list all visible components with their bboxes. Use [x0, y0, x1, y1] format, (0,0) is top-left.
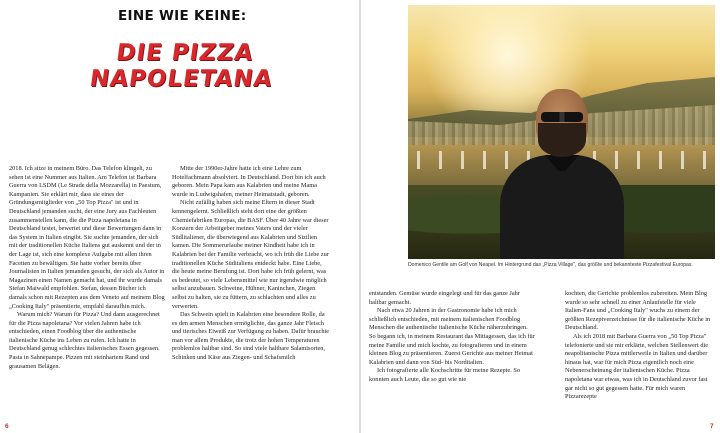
right-page: [361, 0, 720, 433]
paragraph: Nicht zufällig haben sich meine Eltern in dieser Stadt kennengelernt. Schließlich steht dort eine der größten Chemiefabriken Europas, die BASF. Über 40 Jahre war dieser Konzern der Arbeitgeber meines Vaters und der vieler Südlitaliener, die überwiegend aus Kalabrien und Sizilien kamen. Die Sommerurlaube meiner Kindheit habe ich in Kalabrien bei der Familie verbracht, wo ich früh die Liebe zur traditionellen Küche Süditaliens entdeckt habe. Eine Liebe, die heute meine Berufung ist. Dort habe ich früh gelernt, was es bedeutet, so viele Lebensmittel wie nur irgendwie möglich selbst anzubauen. Schweine, Hühner, Kaninchen, Ziegen selbst zu halten, sie zu füttern, zu schlachten und alles zu verwerten.: [172, 199, 329, 310]
chapter-title-line-2: NAPOLETANA: [88, 66, 275, 92]
chapter-title: [79, 40, 286, 92]
left-column-1: [9, 165, 165, 371]
page-number-right: 7: [710, 423, 714, 430]
photo-caption: Domenico Gentile am Golf von Neapel. Im Hintergrund das „Pizza Village", das größte und bekannteste Pizzafestival Europas.: [408, 262, 693, 268]
page-number-left: 6: [5, 423, 9, 430]
paragraph: Das Schwein spielt in Kalabrien eine besondere Rolle, da es den armen Menschen ermöglichte, das ganze Jahr Fleisch und tierisches Eiweiß zur Verfügung zu haben. Dafür brauchte man vor allem Produkte, die trotz der hohen Temperaturen problemlos haltbar sind. So sind viele haltbare Salamisorten, Schinken und Käse aus Ziegen- und Schafsmilch: [172, 311, 330, 362]
paragraph: entstanden. Gemüse wurde eingelegt und für das ganze Jahr haltbar gemacht.: [369, 290, 520, 306]
person-beard: [538, 123, 586, 157]
left-column-2: [172, 165, 330, 363]
paragraph: 2018. Ich sitze in meinem Büro. Das Telefon klingelt, zu sehen ist eine Nummer aus Italien. Am Telefon ist Barbara Guerra von LSDM (Le Strade della Mozzarella) in Paestum, Kampanien. Sie erklärt mir, dass sie eines der Gründungsmitglieder von „50 Top Pizza" ist und in Deutschland jemanden sucht, der eine Jury aus Fachleuten zusammenstellen kann, die die Pizza napoletana in Deutschland testet, bewertet und diese Bewertungen dann in das System in Italien eingibt. Sie suchte jemanden, der sich mit der traditionellen Küche Italiens gut auskennt und der in der Lage ist, sich eine komplexe Aufgabe mit allen ihren Facetten zu bewältigen. Sie hatte vorher bereits über Journalisten in Italien jemanden gesucht, der sich als Autor in Magazinen einen Namen gemacht hat, und ihr wurde damals Stefan Maiwald empfohlen. Stefan, dessen Bücher ich damals schon mit Rezepten aus dem Veneto auf meinem Blog „Cooking Italy" präsentierte, empfahl daraufhin mich.: [9, 165, 165, 310]
left-page: [0, 0, 359, 433]
sunglasses: [541, 112, 583, 122]
paragraph: kochten, die Gerichte problemlos zubereiten. Mein Blog wurde so sehr schnell zu einer Anlaufstelle für viele Italien-Fans und „Cooking Italy" wuchs zu einem der größten Rezeptverzeichnisse für die italienische Küche in Deutschland.: [565, 290, 711, 332]
paragraph: Als ich 2018 mit Barbara Guerra von „50 Top Pizza" telefonierte und sie mir erklärte, welchen Stellenwert die neapolitanische Pizza mittlerweile in Italien und darüber hinaus hat, war für mich Pizza eigentlich noch eine Nebenerscheinung der italienischen Küche. Pizza napoletana war etwas, was ich in Deutschland zuvor fast gar nicht so gut gegessen hatte. Für mich waren Pizzarezepte: [565, 332, 709, 401]
paragraph: Nach etwa 20 Jahren in der Gastronomie habe ich mich schließlich entschieden, mit meinem italienischen Foodblog Menschen die authentische italienische Küche näherzubringen. So begann ich, in meinem Restaurant das Mittagessen, das ich für meine Familie und mich kochte, zu fotografieren und in einem kleinen Blog zu präsentieren. Zuerst Gerichte aus meiner Heimat Kalabrien und dann von Süd- bis Norditalien.: [369, 307, 535, 366]
chapter-title-line-1: DIE PIZZA: [114, 40, 256, 66]
portrait-photo: [408, 5, 715, 259]
paragraph: Ich fotografierte alle Kochschritte für meine Rezepte. So konnten auch Leute, die so gut wie nie: [369, 367, 521, 383]
kicker-heading: EINE WIE KEINE:: [118, 8, 247, 24]
right-column-2: [565, 290, 715, 402]
right-column-1: [369, 290, 535, 385]
paragraph: Mitte der 1990er-Jahre hatte ich eine Lehre zum Hotelfachmann absolviert. In Deutschland. Dort bin ich auch geboren. Mein Papa kam aus Kalabrien und meine Mama wurde in Ludwigshafen, meiner Heimatstadt, geboren.: [172, 165, 326, 198]
paragraph: Warum mich? Warum für Pizza? Und dann ausgerechnet für die Pizza napoletana? Vor vielen Jahren habe ich entschieden, einen Foodblog über die authentische italienische Küche ins Leben zu rufen. Ich hatte in Deutschland genug schlechtes italienisches Essen gegessen. Pasta in Sahnepampe. Pizzen mit steinhartem Rand und grausamen Belägen.: [9, 311, 160, 370]
